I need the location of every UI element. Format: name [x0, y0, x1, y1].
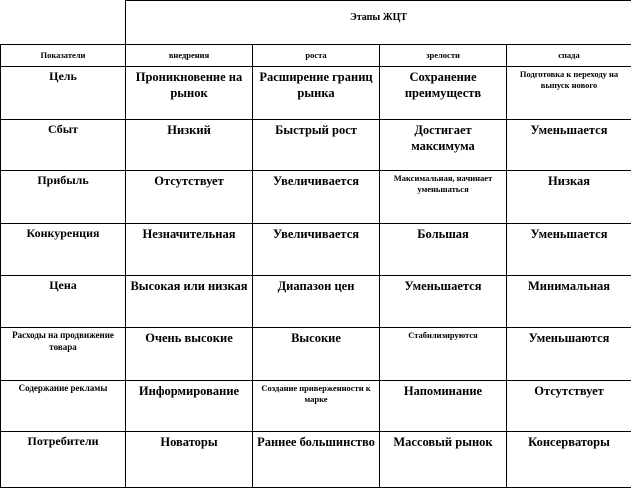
indicator-label: Сбыт — [47, 122, 79, 136]
value-text: Раннее большинство — [257, 435, 375, 449]
value-cell — [380, 432, 507, 488]
value-text: Сохранение преимуществ — [404, 70, 482, 101]
indicator-cell — [1, 224, 126, 276]
table-row — [1, 276, 631, 328]
value-cell — [507, 381, 631, 432]
value-text: Достигает максимума — [411, 123, 475, 154]
value-text: Увеличивается — [272, 227, 360, 241]
table-row — [1, 171, 631, 224]
value-cell — [253, 224, 380, 276]
value-cell — [126, 120, 253, 171]
value-text: Минимальная — [528, 279, 611, 293]
value-text: Высокие — [291, 331, 341, 345]
value-text: Создание приверженности к марке — [261, 383, 371, 405]
value-cell — [507, 432, 631, 488]
value-cell — [380, 381, 507, 432]
header-stage-introduction: внедрения — [126, 45, 253, 67]
indicator-cell — [1, 120, 126, 171]
value-text: Напоминание — [403, 384, 483, 398]
indicator-label: Цель — [49, 69, 77, 83]
value-text: Диапазон цен — [277, 279, 355, 293]
value-text: Максимальная, начинает уменьшаться — [393, 173, 493, 195]
value-cell — [507, 171, 631, 224]
value-cell — [380, 276, 507, 328]
table-row — [1, 381, 631, 432]
table-row — [1, 120, 631, 171]
value-cell — [253, 67, 380, 120]
indicator-cell — [1, 276, 126, 328]
indicator-label: Прибыль — [37, 173, 89, 187]
value-text: Информирование — [138, 384, 240, 398]
stages-title: Этапы ЖЦТ — [126, 1, 631, 45]
value-text: Расширение границ рынка — [259, 70, 373, 101]
value-text: Незначительная — [142, 227, 236, 241]
value-cell — [507, 276, 631, 328]
value-text: Массовый рынок — [393, 435, 493, 449]
top-left-empty-cell — [1, 1, 126, 45]
value-cell — [126, 432, 253, 488]
value-cell — [253, 432, 380, 488]
indicator-label: Содержание рекламы — [18, 383, 108, 393]
indicator-cell — [1, 328, 126, 381]
table-row — [1, 328, 631, 381]
table-row — [1, 224, 631, 276]
value-cell — [253, 171, 380, 224]
indicator-cell — [1, 67, 126, 120]
value-text: Уменьшается — [404, 279, 482, 293]
value-text: Уменьшается — [530, 123, 608, 137]
value-text: Консерваторы — [528, 435, 610, 449]
indicator-cell — [1, 171, 126, 224]
value-cell — [126, 171, 253, 224]
value-text: Большая — [417, 227, 469, 241]
value-text: Отсутствует — [534, 384, 604, 398]
value-cell — [380, 224, 507, 276]
table-row — [1, 67, 631, 120]
value-text: Низкий — [167, 123, 211, 137]
value-cell — [126, 276, 253, 328]
value-text: Быстрый рост — [275, 123, 357, 137]
value-cell — [253, 120, 380, 171]
value-cell — [380, 67, 507, 120]
value-cell — [507, 120, 631, 171]
indicator-label: Конкуренция — [26, 226, 100, 240]
value-text: Проникновение на рынок — [135, 70, 243, 101]
value-text: Увеличивается — [272, 174, 360, 188]
value-text: Стабилизируются — [408, 330, 478, 340]
value-cell — [507, 224, 631, 276]
header-stage-growth: роста — [253, 45, 380, 67]
value-text: Уменьшаются — [528, 331, 610, 345]
value-cell — [126, 381, 253, 432]
header-row — [1, 45, 631, 67]
value-cell — [253, 276, 380, 328]
value-cell — [126, 67, 253, 120]
value-cell — [126, 328, 253, 381]
stages-title-row — [1, 1, 631, 45]
value-cell — [380, 328, 507, 381]
value-cell — [253, 381, 380, 432]
indicator-cell — [1, 432, 126, 488]
indicator-label: Потребители — [27, 434, 99, 448]
table-row — [1, 432, 631, 488]
value-cell — [126, 224, 253, 276]
header-stage-decline: спада — [507, 45, 631, 67]
indicator-label: Цена — [49, 278, 77, 292]
value-cell — [507, 328, 631, 381]
value-cell — [253, 328, 380, 381]
value-text: Уменьшается — [530, 227, 608, 241]
value-cell — [380, 120, 507, 171]
value-text: Высокая или низкая — [130, 279, 248, 293]
value-text: Очень высокие — [145, 331, 233, 345]
value-text: Новаторы — [160, 435, 218, 449]
indicator-cell — [1, 381, 126, 432]
indicator-label: Расходы на продвижение товара — [12, 330, 114, 352]
value-text: Подготовка к переходу на выпуск нового — [519, 69, 619, 91]
header-stage-maturity: зрелости — [380, 45, 507, 67]
value-cell — [507, 67, 631, 120]
value-cell — [380, 171, 507, 224]
value-text: Низкая — [548, 174, 590, 188]
value-text: Отсутствует — [154, 174, 224, 188]
header-indicators: Показатели — [1, 45, 126, 67]
